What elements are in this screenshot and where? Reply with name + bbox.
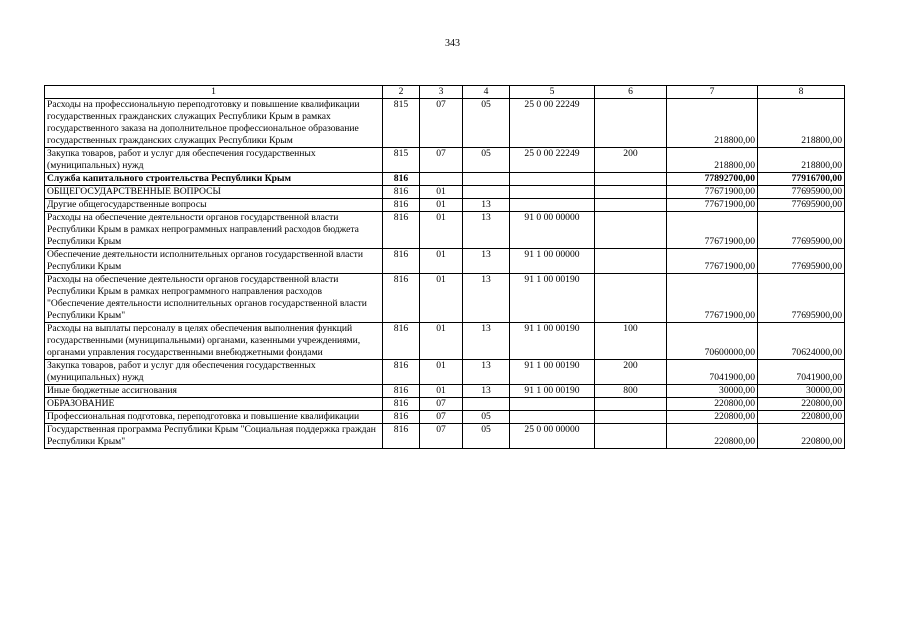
cell-section: 07 [420,148,463,173]
cell-target-item: 25 0 00 22249 [510,148,595,173]
cell-amount-col7: 220800,00 [667,411,758,424]
cell-expense-type [595,212,667,249]
table-row [45,199,845,212]
cell-section: 01 [420,360,463,385]
table-row [45,274,845,323]
table-row [45,212,845,249]
column-header: 7 [667,86,758,99]
cell-target-item [510,186,595,199]
cell-name: Государственная программа Республики Крым "Социальная поддержка граждан Республики Крым" [45,424,383,449]
cell-target-item: 91 1 00 00190 [510,360,595,385]
cell-section: 01 [420,186,463,199]
cell-code: 816 [383,274,420,323]
cell-code: 816 [383,411,420,424]
cell-code: 815 [383,148,420,173]
cell-expense-type [595,99,667,148]
cell-target-item: 91 1 00 00190 [510,274,595,323]
cell-amount-col8: 70624000,00 [758,323,845,360]
cell-amount-col7: 218800,00 [667,148,758,173]
cell-target-item: 91 0 00 00000 [510,212,595,249]
cell-expense-type: 800 [595,385,667,398]
table-row [45,360,845,385]
column-header: 3 [420,86,463,99]
cell-name: Расходы на обеспечение деятельности органов государственной власти Республики Крым в рамках непрограммных направлений расходов бюджета Республики Крым [45,212,383,249]
cell-name: ОБЩЕГОСУДАРСТВЕННЫЕ ВОПРОСЫ [45,186,383,199]
cell-expense-type [595,411,667,424]
cell-target-item: 25 0 00 22249 [510,99,595,148]
budget-table [44,85,845,449]
cell-name: Другие общегосударственные вопросы [45,199,383,212]
cell-expense-type [595,424,667,449]
table-row [45,385,845,398]
cell-section: 01 [420,323,463,360]
cell-expense-type: 200 [595,148,667,173]
table-row [45,411,845,424]
cell-subsection [463,398,510,411]
cell-subsection: 05 [463,99,510,148]
cell-amount-col8: 77695900,00 [758,199,845,212]
cell-amount-col8: 77695900,00 [758,274,845,323]
cell-target-item [510,199,595,212]
cell-name: Расходы на профессиональную переподготовку и повышение квалификации государственных гражданских служащих Республики Крым в рамках государственного заказа на дополнительное профессиональное образование государственных гражданских служащих Республики Крым [45,99,383,148]
cell-expense-type [595,274,667,323]
cell-section: 07 [420,424,463,449]
cell-code: 816 [383,186,420,199]
cell-amount-col8: 7041900,00 [758,360,845,385]
cell-section: 01 [420,385,463,398]
cell-code: 816 [383,249,420,274]
table-row [45,249,845,274]
cell-code: 816 [383,173,420,186]
cell-section: 07 [420,411,463,424]
cell-name: Закупка товаров, работ и услуг для обеспечения государственных (муниципальных) нужд [45,360,383,385]
column-header: 6 [595,86,667,99]
cell-amount-col8: 77695900,00 [758,186,845,199]
cell-amount-col7: 77671900,00 [667,199,758,212]
page-number: 343 [445,38,460,49]
cell-section [420,173,463,186]
cell-code: 816 [383,424,420,449]
cell-expense-type [595,199,667,212]
cell-name: Закупка товаров, работ и услуг для обеспечения государственных (муниципальных) нужд [45,148,383,173]
cell-target-item [510,411,595,424]
cell-amount-col7: 77671900,00 [667,274,758,323]
cell-target-item [510,398,595,411]
cell-subsection: 13 [463,212,510,249]
table-body [45,86,845,449]
column-header: 1 [45,86,383,99]
cell-name: Служба капитального строительства Республики Крым [45,173,383,186]
cell-expense-type [595,186,667,199]
cell-amount-col8: 77916700,00 [758,173,845,186]
table-row [45,186,845,199]
cell-amount-col7: 30000,00 [667,385,758,398]
column-header: 4 [463,86,510,99]
cell-target-item: 91 1 00 00190 [510,385,595,398]
cell-amount-col8: 220800,00 [758,424,845,449]
cell-subsection [463,173,510,186]
cell-expense-type [595,249,667,274]
cell-expense-type [595,173,667,186]
cell-amount-col8: 218800,00 [758,148,845,173]
cell-subsection: 05 [463,424,510,449]
cell-name: Профессиональная подготовка, переподготовка и повышение квалификации [45,411,383,424]
cell-code: 816 [383,199,420,212]
cell-subsection: 13 [463,360,510,385]
cell-section: 01 [420,199,463,212]
cell-amount-col7: 7041900,00 [667,360,758,385]
cell-code: 815 [383,99,420,148]
table-row [45,398,845,411]
cell-amount-col7: 77671900,00 [667,212,758,249]
cell-subsection: 05 [463,148,510,173]
cell-amount-col7: 218800,00 [667,99,758,148]
cell-target-item: 91 1 00 00190 [510,323,595,360]
cell-subsection: 13 [463,249,510,274]
cell-name: Иные бюджетные ассигнования [45,385,383,398]
cell-target-item [510,173,595,186]
cell-section: 01 [420,212,463,249]
cell-section: 07 [420,398,463,411]
cell-subsection: 13 [463,323,510,360]
cell-target-item: 25 0 00 00000 [510,424,595,449]
cell-code: 816 [383,212,420,249]
cell-section: 01 [420,249,463,274]
cell-code: 816 [383,398,420,411]
cell-amount-col8: 218800,00 [758,99,845,148]
column-header: 8 [758,86,845,99]
cell-amount-col7: 77671900,00 [667,249,758,274]
cell-subsection: 13 [463,274,510,323]
cell-code: 816 [383,323,420,360]
cell-expense-type [595,398,667,411]
cell-section: 07 [420,99,463,148]
cell-amount-col8: 220800,00 [758,398,845,411]
table-row [45,424,845,449]
cell-name: Расходы на выплаты персоналу в целях обеспечения выполнения функций государственными (муниципальными) органами, казенными учреждениями, органами управления государственными внебюджетными фондами [45,323,383,360]
cell-amount-col7: 77892700,00 [667,173,758,186]
cell-code: 816 [383,385,420,398]
cell-amount-col7: 77671900,00 [667,186,758,199]
cell-subsection: 05 [463,411,510,424]
header-row [45,86,845,99]
cell-target-item: 91 1 00 00000 [510,249,595,274]
table-row [45,323,845,360]
cell-subsection: 13 [463,385,510,398]
cell-subsection [463,186,510,199]
cell-amount-col7: 220800,00 [667,398,758,411]
cell-expense-type: 100 [595,323,667,360]
cell-name: Обеспечение деятельности исполнительных органов государственной власти Республики Крым [45,249,383,274]
cell-section: 01 [420,274,463,323]
cell-amount-col8: 30000,00 [758,385,845,398]
cell-name: Расходы на обеспечение деятельности органов государственной власти Республики Крым в рамках непрограммного направления расходов "Обеспечение деятельности исполнительных органов государственной власти Республики Крым" [45,274,383,323]
cell-amount-col7: 70600000,00 [667,323,758,360]
cell-amount-col8: 77695900,00 [758,212,845,249]
table-row [45,148,845,173]
cell-expense-type: 200 [595,360,667,385]
table-row [45,99,845,148]
cell-name: ОБРАЗОВАНИЕ [45,398,383,411]
cell-subsection: 13 [463,199,510,212]
table-row [45,173,845,186]
cell-amount-col8: 77695900,00 [758,249,845,274]
column-header: 2 [383,86,420,99]
cell-code: 816 [383,360,420,385]
column-header: 5 [510,86,595,99]
cell-amount-col7: 220800,00 [667,424,758,449]
cell-amount-col8: 220800,00 [758,411,845,424]
